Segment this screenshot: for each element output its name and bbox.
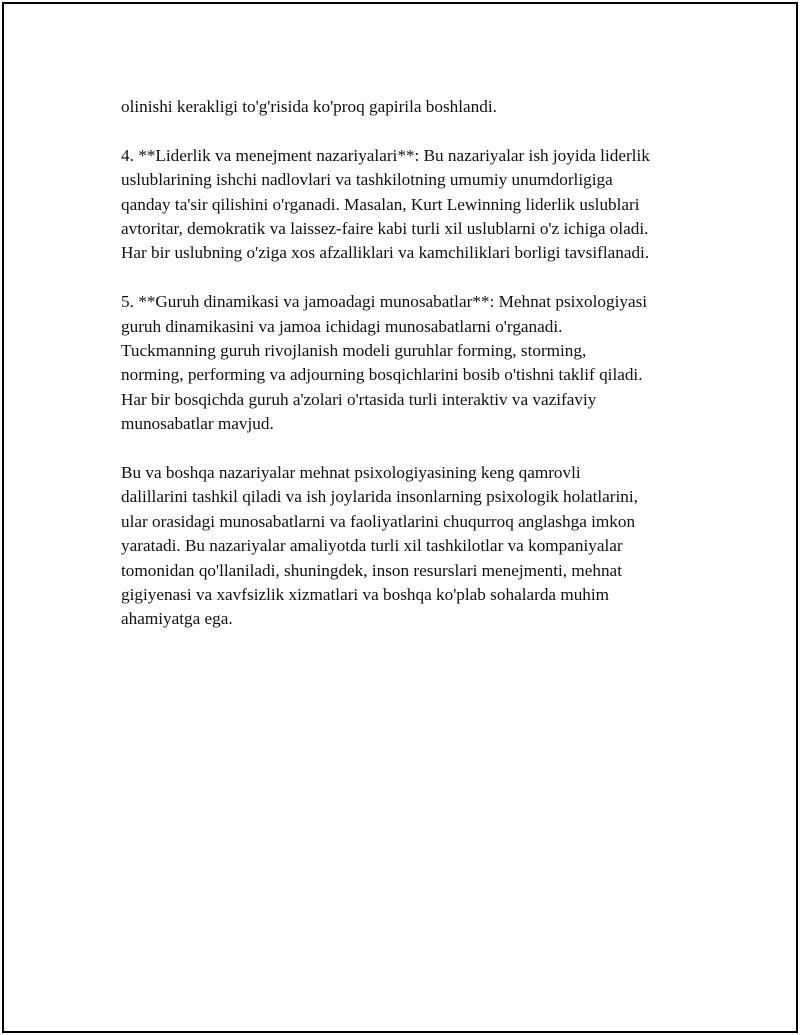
text-line: tomonidan qo'llaniladi, shuningdek, inson resurslari menejmenti, mehnat xyxy=(121,560,622,580)
text-line: guruh dinamikasini va jamoa ichidagi munosabatlarni o'rganadi. xyxy=(121,316,563,336)
text-line: 5. **Guruh dinamikasi va jamoadagi munosabatlar**: Mehnat psixologiyasi xyxy=(121,292,648,312)
text-line: yaratadi. Bu nazariyalar amaliyotda turli xil tashkilotlar va kompaniyalar xyxy=(121,536,623,556)
text-line: Tuckmanning guruh rivojlanish modeli guruhlar forming, storming, xyxy=(121,341,587,361)
text-line: Bu va boshqa nazariyalar mehnat psixologiyasining keng qamrovli xyxy=(121,463,581,483)
paragraph-continuation xyxy=(121,95,701,119)
page-frame xyxy=(2,2,798,1033)
text-line: ular orasidagi munosabatlarni va faoliyatlarini chuqurroq anglashga imkon xyxy=(121,511,636,531)
text-line: norming, performing va adjourning bosqichlarini bosib o'tishni taklif qiladi. xyxy=(121,365,643,385)
text-line: avtoritar, demokratik va laissez-faire kabi turli xil uslublarni o'z ichiga oladi. xyxy=(121,219,649,239)
text-line: uslublarining ishchi nadlovlari va tashkilotning umumiy unumdorligiga xyxy=(121,170,613,190)
text-line: munosabatlar mavjud. xyxy=(121,414,274,434)
paragraph-leadership-theories xyxy=(121,144,701,266)
paragraph-conclusion xyxy=(121,461,701,632)
paragraph-group-dynamics xyxy=(121,290,701,436)
text-line: dalillarini tashkil qiladi va ish joylarida insonlarning psixologik holatlarini, xyxy=(121,487,638,507)
document-body xyxy=(121,95,701,656)
text-line: Har bir uslubning o'ziga xos afzalliklari va kamchiliklari borligi tavsiflanadi. xyxy=(121,243,650,263)
text-line: qanday ta'sir qilishini o'rganadi. Masalan, Kurt Lewinning liderlik uslublari xyxy=(121,194,640,214)
text-line: Har bir bosqichda guruh a'zolari o'rtasida turli interaktiv va vazifaviy xyxy=(121,389,597,409)
text-line: 4. **Liderlik va menejment nazariyalari**: Bu nazariyalar ish joyida liderlik xyxy=(121,145,650,165)
text-line: gigiyenasi va xavfsizlik xizmatlari va boshqa ko'plab sohalarda muhim xyxy=(121,585,610,605)
text-line: olinishi kerakligi to'g'risida ko'proq gapirila boshlandi. xyxy=(121,97,497,116)
text-line: ahamiyatga ega. xyxy=(121,609,233,629)
